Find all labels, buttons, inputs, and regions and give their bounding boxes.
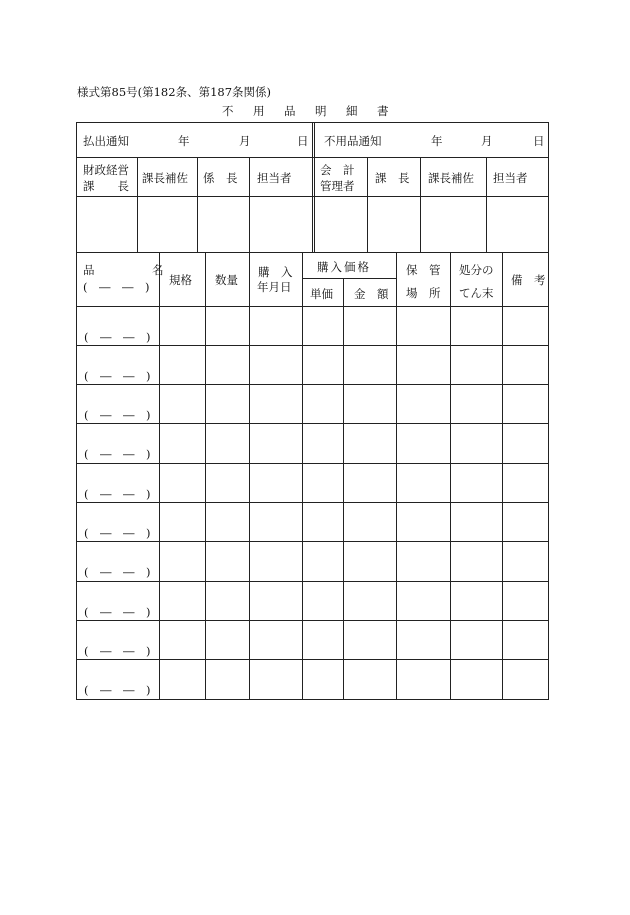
row-divider bbox=[77, 581, 548, 582]
column-divider bbox=[205, 253, 206, 699]
row-divider bbox=[77, 502, 548, 503]
remarks-header: 備 考 bbox=[511, 273, 546, 287]
purchase-price-header: 購入価格 bbox=[317, 260, 371, 274]
row-divider bbox=[77, 345, 548, 346]
item-row-placeholder: ( ― ― ) bbox=[84, 565, 151, 579]
column-divider bbox=[302, 253, 303, 699]
row-divider bbox=[77, 423, 548, 424]
finance-manager-label-line1: 財政経営 bbox=[83, 163, 129, 177]
purchase-date-header-line2: 年月日 bbox=[257, 280, 292, 294]
column-divider bbox=[450, 253, 451, 699]
section-chief-label: 係 長 bbox=[203, 171, 238, 185]
column-divider bbox=[420, 157, 421, 252]
storage-place-header-line1: 保 管 bbox=[406, 263, 441, 277]
spec-header: 規格 bbox=[169, 273, 192, 287]
disposal-result-header-line2: てん末 bbox=[459, 286, 494, 300]
row-divider bbox=[77, 384, 548, 385]
amount-header: 金 額 bbox=[354, 287, 389, 301]
column-divider bbox=[486, 157, 487, 252]
column-divider bbox=[197, 157, 198, 252]
row-divider bbox=[77, 306, 548, 307]
item-table bbox=[76, 253, 549, 700]
disbursement-notice-label: 払出通知 bbox=[83, 134, 129, 148]
item-row-placeholder: ( ― ― ) bbox=[84, 369, 151, 383]
subheader-divider bbox=[302, 278, 396, 279]
column-divider bbox=[159, 253, 160, 699]
center-divider bbox=[314, 123, 315, 252]
item-row-placeholder: ( ― ― ) bbox=[84, 683, 151, 697]
column-divider bbox=[249, 157, 250, 252]
month-label: 月 bbox=[481, 134, 493, 148]
storage-place-header-line2: 場 所 bbox=[406, 286, 441, 300]
person-in-charge-label: 担当者 bbox=[257, 171, 292, 185]
day-label: 日 bbox=[533, 134, 545, 148]
title-char: 用 bbox=[253, 104, 265, 118]
item-name-header-line2: ( ― ― ) bbox=[83, 280, 150, 294]
column-divider bbox=[137, 157, 138, 252]
finance-manager-label-line2: 課 長 bbox=[83, 179, 129, 193]
quantity-header: 数量 bbox=[215, 273, 238, 287]
row-divider bbox=[77, 541, 548, 542]
day-label: 日 bbox=[297, 134, 309, 148]
form-caption: 様式第85号(第182条、第187条関係) bbox=[77, 85, 272, 99]
column-divider bbox=[502, 253, 503, 699]
title-char: 品 bbox=[284, 104, 296, 118]
disposal-result-header-line1: 処分の bbox=[459, 263, 494, 277]
item-row-placeholder: ( ― ― ) bbox=[84, 487, 151, 501]
document-title bbox=[222, 103, 389, 119]
unit-price-header: 単価 bbox=[310, 287, 333, 301]
row-divider bbox=[77, 463, 548, 464]
item-row-placeholder: ( ― ― ) bbox=[84, 644, 151, 658]
deputy-manager-label: 課長補佐 bbox=[142, 171, 188, 185]
approval-table bbox=[76, 122, 549, 253]
column-divider bbox=[249, 253, 250, 699]
title-char: 書 bbox=[377, 104, 389, 118]
title-char: 不 bbox=[222, 104, 234, 118]
item-row-placeholder: ( ― ― ) bbox=[84, 447, 151, 461]
title-char: 細 bbox=[346, 104, 358, 118]
purchase-date-header-line1: 購 入 bbox=[258, 265, 293, 279]
row-divider bbox=[77, 620, 548, 621]
item-row-placeholder: ( ― ― ) bbox=[84, 526, 151, 540]
accounting-manager-label-line2: 管理者 bbox=[320, 179, 355, 193]
deputy-manager-label: 課長補佐 bbox=[428, 171, 474, 185]
title-char: 明 bbox=[315, 104, 327, 118]
disposal-notice-label: 不用品通知 bbox=[324, 134, 382, 148]
manager-label: 課 長 bbox=[375, 171, 410, 185]
year-label: 年 bbox=[178, 134, 190, 148]
year-label: 年 bbox=[431, 134, 443, 148]
item-row-placeholder: ( ― ― ) bbox=[84, 330, 151, 344]
center-divider bbox=[312, 123, 313, 252]
accounting-manager-label-line1: 会 計 bbox=[320, 163, 355, 177]
item-row-placeholder: ( ― ― ) bbox=[84, 408, 151, 422]
item-name-header-line1: 品 名 bbox=[83, 263, 164, 277]
column-divider bbox=[396, 253, 397, 699]
column-divider bbox=[367, 157, 368, 252]
row-divider bbox=[77, 659, 548, 660]
item-row-placeholder: ( ― ― ) bbox=[84, 605, 151, 619]
month-label: 月 bbox=[239, 134, 251, 148]
person-in-charge-label: 担当者 bbox=[493, 171, 528, 185]
column-divider bbox=[343, 278, 344, 699]
